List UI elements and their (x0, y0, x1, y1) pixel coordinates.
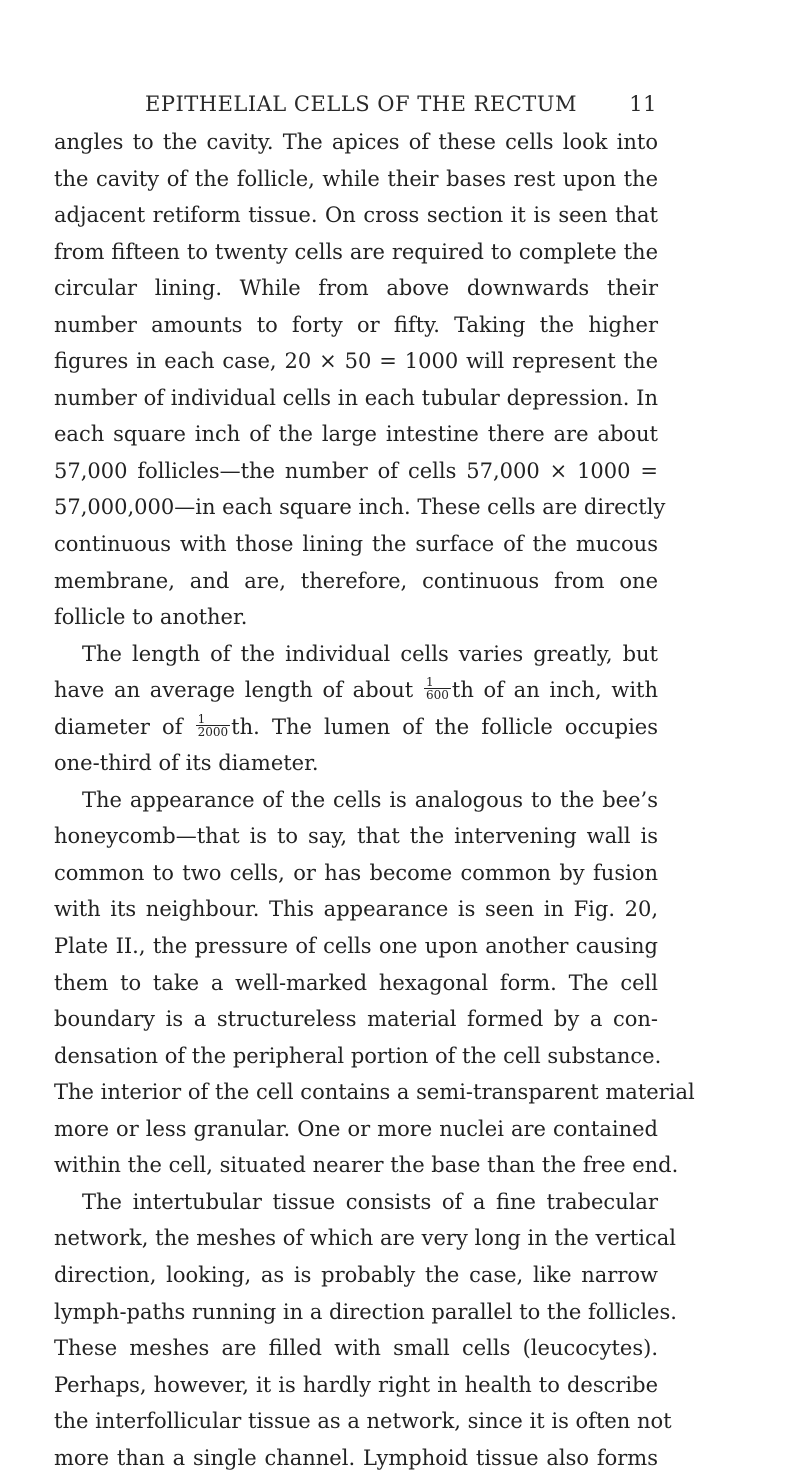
text-line: The appearance of the cells is analogous to the bee’s (82, 787, 658, 812)
text-line: These meshes are filled with small cells (leucocytes). (54, 1336, 658, 1361)
text-line: them to take a well-marked hexagonal form. The cell (54, 970, 658, 995)
text-line: the interfollicular tissue as a network, since it is often not (54, 1409, 672, 1434)
text-line: network, the meshes of which are very long in the vertical (54, 1226, 676, 1251)
text-line: adjacent retiform tissue. On cross section it is seen that (54, 203, 658, 228)
text-line: number amounts to forty or fifty. Taking the higher (54, 312, 658, 337)
text-line: Plate II., the pressure of cells one upon another causing (54, 934, 658, 959)
running-header-title: EPITHELIAL CELLS OF THE RECTUM (145, 92, 577, 116)
fraction-numerator: 1 (424, 676, 451, 689)
text-line: follicle to another. (54, 605, 248, 630)
text-line: more or less granular. One or more nuclei are contained (54, 1116, 658, 1141)
text-segment: th. The lumen of the follicle occupies (231, 714, 658, 739)
text-line: membrane, and are, therefore, continuous from one (54, 568, 658, 593)
text-line: with its neighbour. This appearance is seen in Fig. 20, (54, 897, 658, 922)
text-line: direction, looking, as is probably the case, like narrow (54, 1262, 658, 1287)
text-line: boundary is a structureless material formed by a con- (54, 1007, 658, 1032)
text-segment: diameter of (54, 714, 183, 739)
fraction (424, 676, 451, 701)
text-line: 57,000 follicles—the number of cells 57,000 × 1000 = (54, 458, 658, 483)
fraction-denominator: 2000 (197, 724, 229, 739)
text-line: number of individual cells in each tubular depression. In (54, 385, 658, 410)
fraction (196, 713, 231, 738)
text-line: common to two cells, or has become common by fusion (54, 860, 658, 885)
text-line: one-third of its diameter. (54, 751, 319, 776)
fraction-denominator: 600 (425, 688, 449, 703)
text-line: honeycomb—that is to say, that the intervening wall is (54, 824, 658, 849)
text-line: circular lining. While from above downwards their (54, 276, 658, 301)
running-header (145, 92, 657, 122)
text-line: 57,000,000—in each square inch. These cells are directly (54, 495, 666, 520)
text-line: lymph-paths running in a direction parallel to the follicles. (54, 1299, 677, 1324)
text-line: continuous with those lining the surface of the mucous (54, 532, 658, 557)
text-line-with-fraction (54, 709, 658, 746)
text-line: densation of the peripheral portion of the cell substance. (54, 1043, 662, 1068)
text-line: the cavity of the follicle, while their bases rest upon the (54, 166, 658, 191)
text-segment: have an average length of about (54, 678, 414, 703)
text-line: figures in each case, 20 × 50 = 1000 will represent the (54, 349, 658, 374)
text-line: within the cell, situated nearer the base than the free end. (54, 1153, 679, 1178)
page-number: 11 (629, 92, 657, 116)
text-line: The intertubular tissue consists of a fine trabecular (82, 1189, 658, 1214)
text-segment: th of an inch, with (451, 678, 659, 703)
text-line-with-fraction (54, 672, 658, 709)
text-line: Perhaps, however, it is hardly right in health to describe (54, 1372, 658, 1397)
text-line: each square inch of the large intestine there are about (54, 422, 658, 447)
text-line: The interior of the cell contains a semi-transparent material (54, 1080, 695, 1105)
text-line: angles to the cavity. The apices of these cells look into (54, 130, 658, 154)
text-line: from fifteen to twenty cells are required to complete the (54, 239, 658, 264)
body-text (54, 124, 695, 1476)
fraction-numerator: 1 (196, 713, 231, 726)
text-line: more than a single channel. Lymphoid tissue also forms (54, 1445, 658, 1470)
text-line: The length of the individual cells varies greatly, but (82, 641, 658, 666)
